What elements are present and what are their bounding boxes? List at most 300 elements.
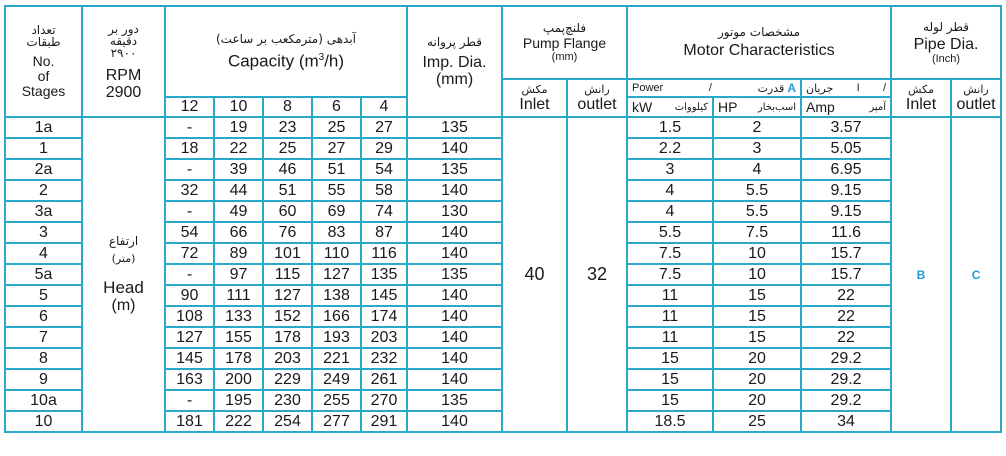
kw-cell — [627, 369, 713, 390]
amp-cell-value: 22 — [837, 328, 855, 346]
capacity-cell-6-value: 277 — [323, 412, 350, 430]
capacity-col-4 — [361, 97, 407, 117]
hp-cell — [713, 117, 801, 138]
capacity-cell-4-value: 232 — [370, 349, 398, 367]
capacity-header-sup: 3 — [318, 51, 325, 63]
capacity-cell-6 — [312, 138, 361, 159]
flange-inlet-fa: مکش — [521, 82, 548, 96]
stages-header-en-2: of — [37, 68, 50, 84]
amp-cell-value: 34 — [837, 412, 855, 430]
pipe-outlet-value-cell-value: C — [971, 267, 981, 282]
amp-cell-value: 9.15 — [830, 202, 862, 220]
stage-cell — [5, 369, 82, 390]
capacity-cell-10 — [214, 285, 263, 306]
capacity-cell-10 — [214, 327, 263, 348]
capacity-cell-12-value: - — [186, 202, 193, 220]
amp-cell — [801, 201, 891, 222]
imp-dia-cell — [407, 369, 502, 390]
capacity-cell-4-value: 27 — [375, 118, 393, 136]
capacity-cell-4 — [361, 369, 407, 390]
pipe-inlet-header — [891, 79, 951, 117]
pipe-outlet-header — [951, 79, 1001, 117]
imp-dia-cell-value: 130 — [441, 202, 468, 220]
capacity-cell-12 — [165, 180, 214, 201]
imp-dia-cell-value: 140 — [441, 139, 468, 157]
capacity-cell-4 — [361, 201, 407, 222]
hp-label: HP — [718, 99, 738, 115]
pipe-inlet-value-cell — [891, 117, 951, 432]
imp-dia-cell — [407, 390, 502, 411]
capacity-cell-12 — [165, 138, 214, 159]
hp-cell-value: 20 — [748, 391, 766, 409]
capacity-cell-8-value: 46 — [278, 160, 297, 178]
capacity-cell-12-value: 145 — [176, 349, 203, 367]
stage-cell-value: 10a — [30, 391, 57, 409]
capacity-cell-6 — [312, 201, 361, 222]
imp-dia-cell — [407, 117, 502, 138]
amp-cell-value: 6.95 — [830, 160, 862, 178]
kw-cell — [627, 159, 713, 180]
capacity-cell-8 — [263, 327, 312, 348]
capacity-cell-8 — [263, 201, 312, 222]
capacity-cell-10-value: 19 — [229, 118, 248, 136]
capacity-cell-4 — [361, 243, 407, 264]
amp-cell — [801, 390, 891, 411]
capacity-cell-6 — [312, 306, 361, 327]
pipe-inlet-fa: مکش — [908, 82, 935, 96]
kw-cell-value: 11 — [661, 307, 679, 325]
hp-cell — [713, 159, 801, 180]
capacity-cell-12 — [165, 285, 214, 306]
kw-cell-value: 1.5 — [658, 118, 682, 136]
capacity-col-10-label: 10 — [229, 98, 248, 115]
stage-cell — [5, 159, 82, 180]
capacity-cell-4-value: 29 — [375, 139, 393, 157]
capacity-cell-6 — [312, 222, 361, 243]
capacity-cell-8-value: 152 — [274, 307, 301, 325]
amp-cell — [801, 369, 891, 390]
hp-cell — [713, 306, 801, 327]
capacity-cell-6-value: 221 — [323, 349, 350, 367]
kw-label: kW — [632, 99, 653, 115]
capacity-cell-10 — [214, 390, 263, 411]
capacity-cell-10 — [214, 159, 263, 180]
current-fa: جریان — [806, 81, 834, 95]
capacity-cell-4 — [361, 411, 407, 432]
capacity-cell-8 — [263, 264, 312, 285]
imp-dia-cell-value: 140 — [441, 223, 468, 241]
amp-cell-value: 22 — [837, 307, 855, 325]
header-row-main — [5, 6, 1001, 79]
amp-cell-value: 29.2 — [830, 349, 862, 367]
imp-dia-cell — [407, 201, 502, 222]
capacity-cell-4 — [361, 327, 407, 348]
capacity-cell-12-value: 90 — [180, 286, 199, 304]
capacity-col-8 — [263, 97, 312, 117]
kw-cell — [627, 117, 713, 138]
kw-cell — [627, 243, 713, 264]
stages-header-en-3: Stages — [21, 83, 66, 99]
capacity-cell-10 — [214, 180, 263, 201]
stages-header — [5, 6, 82, 117]
capacity-cell-8 — [263, 411, 312, 432]
capacity-cell-10-value: 178 — [225, 349, 252, 367]
capacity-cell-6-value: 83 — [327, 223, 346, 241]
power-header — [627, 79, 801, 97]
capacity-cell-12 — [165, 117, 214, 138]
stage-cell-value: 2 — [39, 181, 48, 199]
capacity-cell-6-value: 127 — [323, 265, 350, 283]
hp-cell — [713, 390, 801, 411]
head-fa-unit: (متر) — [111, 252, 136, 265]
capacity-cell-8-value: 115 — [274, 265, 301, 283]
imp-dia-cell-value: 140 — [441, 412, 468, 430]
capacity-col-10 — [214, 97, 263, 117]
capacity-cell-4 — [361, 264, 407, 285]
flange-outlet-value-cell — [567, 117, 627, 432]
stage-cell — [5, 222, 82, 243]
capacity-cell-8 — [263, 159, 312, 180]
hp-header-split — [714, 99, 800, 115]
capacity-cell-6 — [312, 390, 361, 411]
capacity-cell-6-value: 55 — [327, 181, 346, 199]
kw-cell — [627, 390, 713, 411]
capacity-header-en-text: Capacity (m — [227, 51, 319, 71]
capacity-cell-10 — [214, 138, 263, 159]
pipe-header-fa: قطر لوله — [923, 19, 969, 34]
capacity-cell-6 — [312, 264, 361, 285]
amp-header-split — [802, 99, 890, 115]
capacity-cell-4-value: 203 — [370, 328, 398, 346]
capacity-cell-12 — [165, 306, 214, 327]
kw-cell-value: 15 — [661, 370, 679, 388]
amp-cell — [801, 222, 891, 243]
stage-cell-value: 1 — [39, 139, 48, 157]
amp-cell-value: 5.05 — [830, 139, 862, 157]
amp-cell-value: 11.6 — [831, 223, 861, 241]
rpm-header-fa: دور بر دقیقه — [108, 21, 139, 48]
capacity-cell-8-value: 25 — [278, 139, 297, 157]
capacity-cell-8-value: 254 — [274, 412, 301, 430]
kw-cell-value: 4 — [665, 181, 675, 199]
stage-cell-value: 7 — [39, 328, 48, 346]
capacity-cell-12 — [165, 348, 214, 369]
rpm-value: 2900 — [105, 83, 142, 101]
imp-dia-cell — [407, 306, 502, 327]
pipe-header — [891, 6, 1001, 79]
capacity-cell-6-value: 110 — [323, 244, 350, 262]
capacity-cell-8 — [263, 117, 312, 138]
amp-cell — [801, 159, 891, 180]
motor-header-en: Motor Characteristics — [683, 42, 835, 59]
hp-cell-value: 10 — [748, 244, 766, 262]
kw-cell-value: 15 — [661, 349, 679, 367]
head-label-cell — [82, 117, 165, 432]
stage-cell — [5, 327, 82, 348]
rpm-header-fa-num: ۲۹۰۰ — [110, 45, 137, 60]
capacity-cell-4 — [361, 180, 407, 201]
capacity-cell-6 — [312, 348, 361, 369]
hp-cell — [713, 138, 801, 159]
capacity-cell-10-value: 111 — [226, 286, 251, 304]
capacity-cell-4-value: 145 — [370, 286, 398, 304]
capacity-cell-6-value: 249 — [323, 370, 350, 388]
power-label: Power — [632, 82, 664, 94]
capacity-cell-10-value: 89 — [229, 244, 248, 262]
capacity-cell-10-value: 195 — [225, 391, 252, 409]
capacity-cell-10 — [214, 264, 263, 285]
motor-header — [627, 6, 891, 79]
imp-dia-cell-value: 140 — [441, 328, 468, 346]
hp-cell — [713, 285, 801, 306]
hp-cell — [713, 369, 801, 390]
capacity-cell-12 — [165, 411, 214, 432]
amp-cell-value: 22 — [837, 286, 855, 304]
capacity-cell-10-value: 66 — [229, 223, 248, 241]
rpm-label: RPM — [105, 66, 142, 84]
amp-fa: آمپر — [869, 101, 887, 113]
kw-cell-value: 7.5 — [658, 244, 682, 262]
capacity-cell-10 — [214, 201, 263, 222]
imp-dia-cell-value: 135 — [441, 160, 468, 178]
power-fa: قدرت — [757, 82, 785, 95]
capacity-cell-10 — [214, 348, 263, 369]
imp-dia-cell — [407, 159, 502, 180]
pump-flange-header-unit: (mm) — [551, 51, 578, 63]
stage-cell-value: 10 — [34, 412, 53, 430]
pump-flange-header-en: Pump Flange — [522, 35, 607, 51]
imp-dia-cell — [407, 411, 502, 432]
amp-cell — [801, 117, 891, 138]
capacity-cell-12-value: 72 — [180, 244, 199, 262]
capacity-cell-10-value: 22 — [229, 139, 248, 157]
stage-cell — [5, 264, 82, 285]
capacity-cell-8-value: 229 — [274, 370, 301, 388]
flange-inlet-value-cell-value: 40 — [524, 264, 545, 284]
stage-cell-value: 3a — [34, 202, 53, 220]
hp-cell-value: 2 — [752, 118, 762, 136]
imp-dia-cell — [407, 264, 502, 285]
amp-cell — [801, 348, 891, 369]
stage-cell-value: 2a — [34, 160, 53, 178]
amp-cell-value: 29.2 — [830, 391, 862, 409]
capacity-cell-10-value: 155 — [225, 328, 252, 346]
kw-cell — [627, 327, 713, 348]
imp-dia-cell-value: 135 — [441, 118, 468, 136]
head-en: Head — [103, 278, 144, 297]
hp-cell — [713, 411, 801, 432]
stage-cell — [5, 411, 82, 432]
capacity-cell-4 — [361, 117, 407, 138]
imp-dia-cell-value: 140 — [441, 181, 468, 199]
capacity-cell-8 — [263, 243, 312, 264]
capacity-cell-8-value: 76 — [278, 223, 297, 241]
capacity-cell-6-value: 193 — [323, 328, 350, 346]
imp-dia-cell — [407, 243, 502, 264]
flange-inlet-header — [502, 79, 567, 117]
capacity-cell-8-value: 60 — [278, 202, 297, 220]
kw-cell — [627, 138, 713, 159]
capacity-cell-10-value: 222 — [225, 412, 252, 430]
pipe-outlet-fa: رانش — [963, 82, 989, 96]
capacity-cell-4-value: 58 — [375, 181, 393, 199]
stage-cell-value: 5 — [39, 286, 48, 304]
capacity-cell-6-value: 51 — [327, 160, 346, 178]
imp-dia-cell-value: 140 — [441, 370, 468, 388]
pipe-inlet-en: Inlet — [905, 95, 937, 113]
capacity-cell-12-value: 108 — [176, 307, 203, 325]
capacity-cell-8 — [263, 306, 312, 327]
capacity-cell-10 — [214, 222, 263, 243]
capacity-cell-6 — [312, 159, 361, 180]
amp-cell — [801, 138, 891, 159]
hp-cell — [713, 243, 801, 264]
hp-cell-value: 3 — [752, 139, 762, 157]
capacity-cell-4-value: 87 — [375, 223, 393, 241]
capacity-cell-8 — [263, 369, 312, 390]
amp-cell — [801, 285, 891, 306]
hp-cell — [713, 222, 801, 243]
stage-cell — [5, 348, 82, 369]
power-slash: / — [708, 82, 712, 94]
stage-cell — [5, 138, 82, 159]
capacity-cell-10-value: 133 — [225, 307, 252, 325]
amp-cell-value: 3.57 — [830, 118, 862, 136]
kw-header — [627, 97, 713, 117]
flange-outlet-value-cell-value: 32 — [586, 264, 608, 284]
stages-header-fa: تعداد طبقات — [26, 23, 61, 49]
kw-cell — [627, 264, 713, 285]
hp-cell — [713, 180, 801, 201]
imp-dia-header-fa: قطر پروانه — [427, 34, 482, 49]
capacity-cell-8-value: 203 — [274, 349, 301, 367]
imp-dia-cell-value: 140 — [441, 244, 468, 262]
hp-cell — [713, 264, 801, 285]
capacity-cell-6 — [312, 243, 361, 264]
power-header-split — [628, 81, 800, 95]
stages-header-en-1: No. — [32, 53, 55, 69]
capacity-cell-12 — [165, 201, 214, 222]
amp-cell-value: 29.2 — [830, 370, 862, 388]
hp-cell-value: 15 — [748, 286, 766, 304]
imp-dia-cell-value: 140 — [441, 349, 468, 367]
kw-cell-value: 11 — [661, 286, 679, 304]
amp-cell-value: 15.7 — [830, 244, 862, 262]
capacity-cell-4 — [361, 348, 407, 369]
stage-cell-value: 8 — [39, 349, 48, 367]
flange-outlet-header — [567, 79, 627, 117]
capacity-cell-8 — [263, 348, 312, 369]
stage-cell — [5, 117, 82, 138]
table-row — [5, 117, 1001, 138]
capacity-cell-8 — [263, 390, 312, 411]
capacity-col-4-label: 4 — [379, 98, 389, 115]
capacity-header-fa: آبدهی (مترمکعب بر ساعت) — [215, 31, 357, 46]
imp-dia-cell-value: 140 — [441, 286, 468, 304]
pump-flange-header-fa: فلنچ‌پمپ — [542, 21, 587, 35]
capacity-cell-12 — [165, 159, 214, 180]
hp-cell-value: 20 — [748, 370, 766, 388]
capacity-cell-4-value: 116 — [371, 244, 397, 262]
capacity-cell-8 — [263, 180, 312, 201]
capacity-cell-8-value: 127 — [274, 286, 301, 304]
capacity-cell-6 — [312, 369, 361, 390]
capacity-cell-4-value: 270 — [370, 391, 398, 409]
capacity-cell-10-value: 49 — [229, 202, 248, 220]
stage-cell — [5, 306, 82, 327]
capacity-cell-4-value: 261 — [370, 370, 398, 388]
capacity-cell-6 — [312, 285, 361, 306]
imp-dia-cell — [407, 348, 502, 369]
capacity-cell-4 — [361, 306, 407, 327]
pump-spec-table — [4, 5, 1002, 433]
stage-cell-value: 9 — [39, 370, 48, 388]
kw-cell-value: 7.5 — [658, 265, 682, 283]
amp-cell — [801, 306, 891, 327]
capacity-cell-4 — [361, 285, 407, 306]
kw-cell-value: 5.5 — [658, 223, 682, 241]
capacity-cell-10-value: 97 — [229, 265, 248, 283]
stage-cell — [5, 390, 82, 411]
hp-cell-value: 25 — [748, 412, 766, 430]
amp-label: Amp — [806, 99, 835, 115]
capacity-cell-4-value: 135 — [370, 265, 398, 283]
current-slash: / — [882, 82, 886, 94]
kw-header-split — [628, 99, 712, 115]
capacity-cell-10 — [214, 306, 263, 327]
power-fa-group — [758, 81, 796, 95]
capacity-cell-8-value: 230 — [274, 391, 301, 409]
capacity-cell-12-value: 54 — [180, 223, 199, 241]
capacity-cell-8 — [263, 285, 312, 306]
pipe-header-en: Pipe Dia. — [913, 35, 979, 53]
power-mark: A — [787, 81, 796, 95]
kw-cell-value: 15 — [661, 391, 679, 409]
capacity-cell-6 — [312, 180, 361, 201]
capacity-cell-4 — [361, 159, 407, 180]
imp-dia-cell — [407, 138, 502, 159]
current-header-split — [802, 82, 890, 95]
amp-cell — [801, 180, 891, 201]
capacity-cell-4 — [361, 138, 407, 159]
capacity-cell-4-value: 291 — [370, 412, 398, 430]
kw-cell — [627, 285, 713, 306]
stage-cell-value: 5a — [34, 265, 53, 283]
hp-cell-value: 15 — [748, 328, 766, 346]
capacity-cell-12-value: 18 — [180, 139, 199, 157]
kw-cell-value: 11 — [661, 328, 679, 346]
capacity-col-8-label: 8 — [283, 98, 292, 115]
motor-header-fa: مشخصات موتور — [718, 25, 801, 39]
capacity-cell-12-value: 163 — [176, 370, 203, 388]
capacity-header-en — [166, 49, 406, 71]
capacity-cell-8-value: 23 — [278, 118, 297, 136]
capacity-cell-10 — [214, 411, 263, 432]
capacity-cell-12-value: - — [186, 391, 193, 409]
head-unit: (m) — [111, 297, 136, 314]
capacity-cell-4 — [361, 222, 407, 243]
capacity-header-en-tail: /h) — [324, 51, 345, 71]
amp-cell-value: 15.7 — [830, 265, 862, 283]
capacity-cell-6-value: 166 — [323, 307, 350, 325]
hp-cell-value: 15 — [748, 307, 766, 325]
hp-cell — [713, 348, 801, 369]
stage-cell-value: 4 — [39, 244, 48, 262]
capacity-cell-12 — [165, 390, 214, 411]
capacity-cell-6 — [312, 327, 361, 348]
capacity-cell-10 — [214, 243, 263, 264]
capacity-cell-12 — [165, 222, 214, 243]
